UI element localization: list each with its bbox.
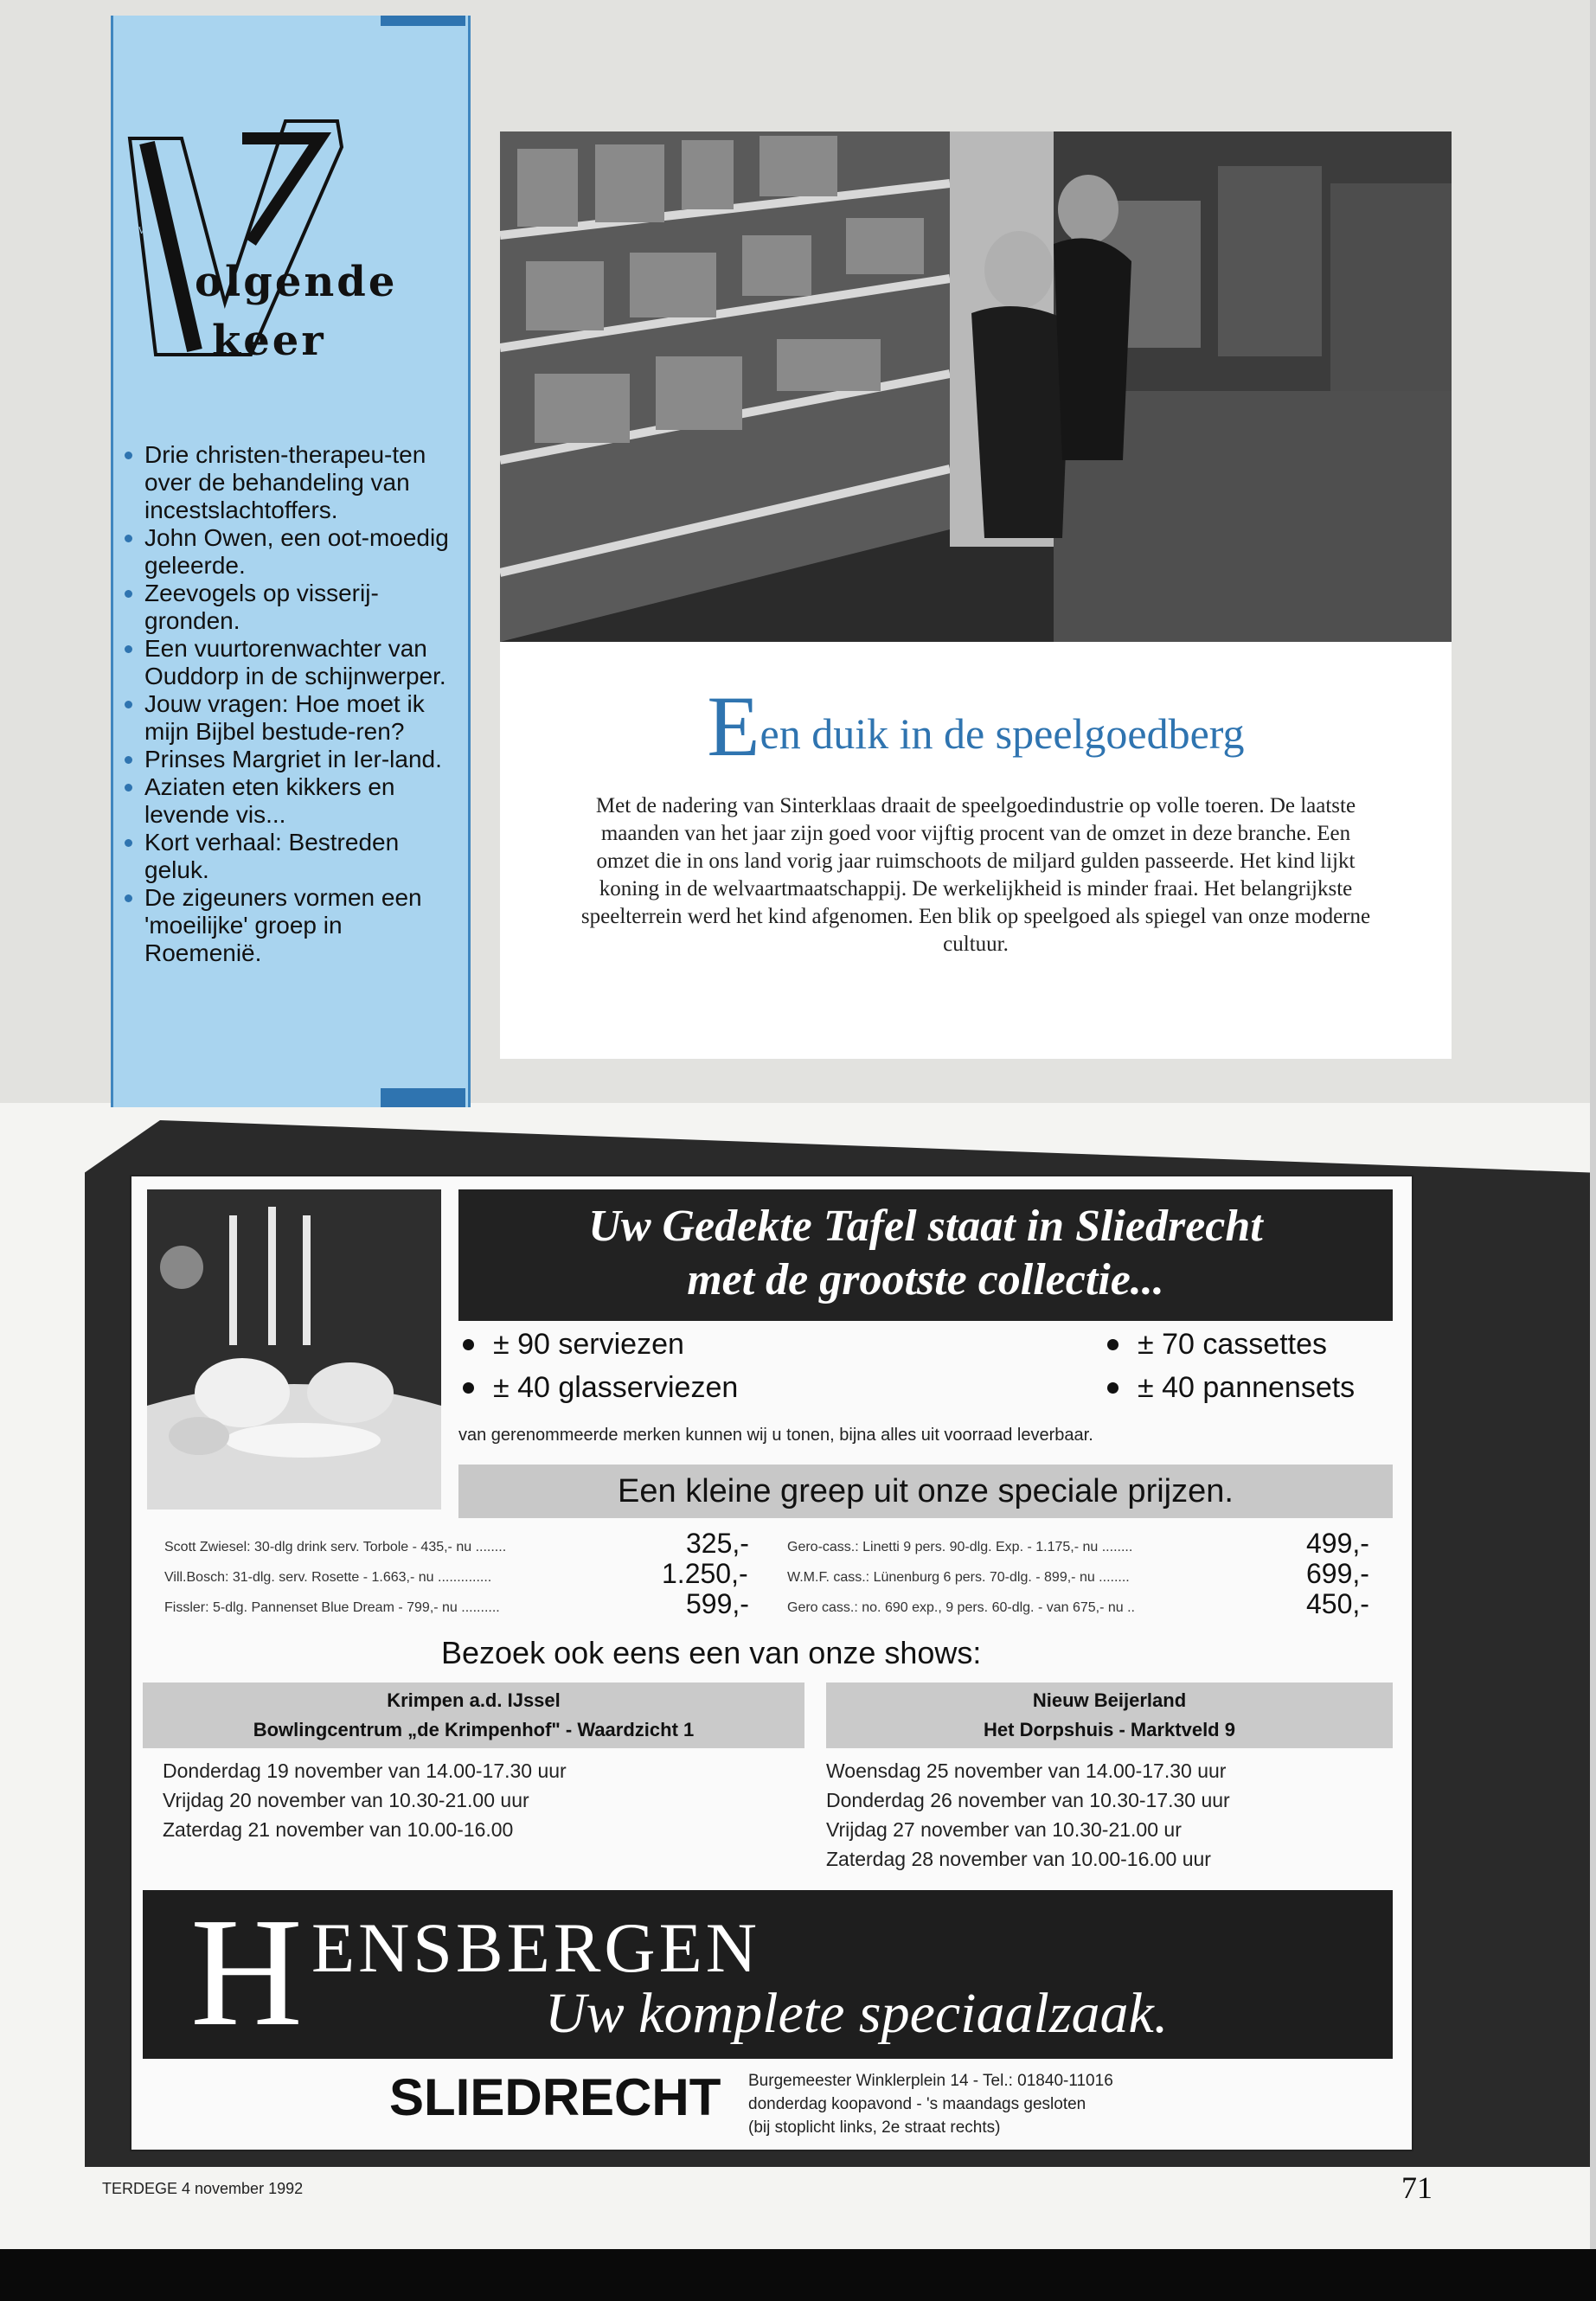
list-item: De zigeuners vormen een 'moeilijke' groep in Roemenië.	[123, 884, 460, 967]
article-title	[500, 676, 1452, 776]
sidebar-heading-line1: olgende	[195, 258, 398, 306]
sidebar-list	[123, 441, 460, 967]
address-line: donderdag koopavond - 's maandags gesloten	[748, 2095, 1086, 2113]
price-desc: Gero-cass.: Linetti 9 pers. 90-dlg. Exp. - 1.175,- nu ........	[787, 1540, 1133, 1554]
logo-initial: H	[190, 1886, 303, 2058]
banner-line1: Uw Gedekte Tafel staat in Sliedrecht	[588, 1202, 1263, 1251]
bullet-glasserviezen: ± 40 glasserviezen	[463, 1371, 738, 1405]
page-edge	[1590, 0, 1596, 2249]
logo-tagline: Uw komplete speciaalzaak.	[545, 1982, 1169, 2045]
show2-date: Vrijdag 27 november van 10.30-21.00 ur	[826, 1818, 1182, 1841]
show1-header	[143, 1682, 804, 1748]
price-desc: W.M.F. cass.: Lünenburg 6 pers. 70-dlg. - 899,- nu ........	[787, 1570, 1130, 1585]
price-value: 325,-	[686, 1528, 749, 1559]
address-line: Burgemeester Winklerplein 14 - Tel.: 01840-11016	[748, 2072, 1113, 2090]
show1-date: Vrijdag 20 november van 10.30-21.00 uur	[163, 1789, 529, 1811]
price-value: 599,-	[686, 1588, 749, 1619]
publication-footer: TERDEGE 4 november 1992	[102, 2180, 304, 2197]
show2-date: Woensdag 25 november van 14.00-17.30 uur	[826, 1759, 1227, 1782]
show2-date: Zaterdag 28 november van 10.00-16.00 uur	[826, 1848, 1211, 1870]
show1-venue: Bowlingcentrum „de Krimpenhof" - Waardzicht 1	[253, 1719, 695, 1740]
list-item: John Owen, een oot-moedig geleerde.	[123, 524, 460, 580]
big-v-letter: V	[138, 227, 145, 236]
list-item: Aziaten eten kikkers en levende vis...	[123, 773, 460, 829]
price-desc: Gero cass.: no. 690 exp., 9 pers. 60-dlg. - van 675,- nu ..	[787, 1600, 1135, 1615]
list-item: Een vuurtorenwachter van Ouddorp in de schijnwerper.	[123, 635, 460, 690]
sidebar-tab-decoration	[381, 16, 465, 26]
show2-header	[826, 1682, 1393, 1748]
price-desc: Vill.Bosch: 31-dlg. serv. Rosette - 1.663,- nu ..............	[164, 1570, 492, 1585]
list-item: Prinses Margriet in Ier-land.	[123, 746, 460, 773]
list-item: Zeevogels op visserij-gronden.	[123, 580, 460, 635]
show1-dates	[163, 1756, 567, 1844]
article-title-initial: E	[707, 678, 760, 774]
article-intro-box	[500, 642, 1452, 1059]
bullet-pannensets: ± 40 pannensets	[1107, 1371, 1355, 1405]
bullet-serviezen: ± 90 serviezen	[463, 1328, 684, 1362]
scan-border	[0, 2249, 1596, 2301]
store-address	[748, 2069, 1113, 2139]
city-name: SLIEDRECHT	[389, 2068, 721, 2126]
price-value: 499,-	[1306, 1528, 1369, 1559]
price-value: 450,-	[1306, 1588, 1369, 1619]
bullet-cassettes: ± 70 cassettes	[1107, 1328, 1327, 1362]
banner-line2: met de grootste collectie...	[687, 1255, 1164, 1304]
price-desc: Scott Zwiesel: 30-dlg drink serv. Torbole - 435,- nu ........	[164, 1540, 507, 1554]
ad-banner	[458, 1189, 1393, 1321]
sidebar-heading-line2: keer	[212, 317, 326, 365]
shows-title: Bezoek ook eens een van onze shows:	[441, 1635, 982, 1670]
toy-store-photo	[500, 131, 1452, 642]
show1-date: Donderdag 19 november van 14.00-17.30 uur	[163, 1759, 567, 1782]
promo-bar: Een kleine greep uit onze speciale prijzen.	[458, 1465, 1393, 1518]
list-item: Kort verhaal: Bestreden geluk.	[123, 829, 460, 884]
logo-name: ENSBERGEN	[311, 1908, 760, 1987]
price-desc: Fissler: 5-dlg. Pannenset Blue Dream - 799,- nu ..........	[164, 1600, 500, 1615]
article-lead: Met de nadering van Sinterklaas draait de speelgoedindustrie op volle toeren. De laatste maanden van het jaar zijn goed voor vijftig procent van de omzet in deze branche. Een omzet die in ons land vorig jaar ruimschoots de miljard gulden passeerde. Het kind lijkt koning in de welvaartmaatschappij. De werkelijkheid is minder fraai. Het belangrijkste speelterrein werd het kind afgenomen. Een blik op speelgoed als spiegel van onze moderne cultuur.	[580, 794, 1371, 956]
show1-date: Zaterdag 21 november van 10.00-16.00	[163, 1818, 514, 1841]
sidebar-tab-decoration	[381, 1088, 465, 1107]
article-title-rest: en duik in de speelgoedberg	[760, 709, 1245, 758]
price-value: 699,-	[1306, 1558, 1369, 1589]
list-item: Drie christen-therapeu-ten over de behandeling van incestslachtoffers.	[123, 441, 460, 524]
show2-date: Donderdag 26 november van 10.30-17.30 uur	[826, 1789, 1230, 1811]
show2-venue: Het Dorpshuis - Marktveld 9	[984, 1719, 1235, 1740]
show1-place: Krimpen a.d. IJssel	[387, 1689, 561, 1711]
price-value: 1.250,-	[662, 1558, 748, 1589]
tableware-photo	[147, 1189, 441, 1509]
ad-subline: van gerenommeerde merken kunnen wij u tonen, bijna alles uit voorraad leverbaar.	[458, 1426, 1093, 1445]
list-item: Jouw vragen: Hoe moet ik mijn Bijbel bestude-ren?	[123, 690, 460, 746]
show2-dates	[826, 1756, 1230, 1874]
page-number: 71	[1401, 2170, 1433, 2205]
show2-place: Nieuw Beijerland	[1032, 1689, 1187, 1711]
address-line: (bij stoplicht links, 2e straat rechts)	[748, 2118, 1001, 2137]
